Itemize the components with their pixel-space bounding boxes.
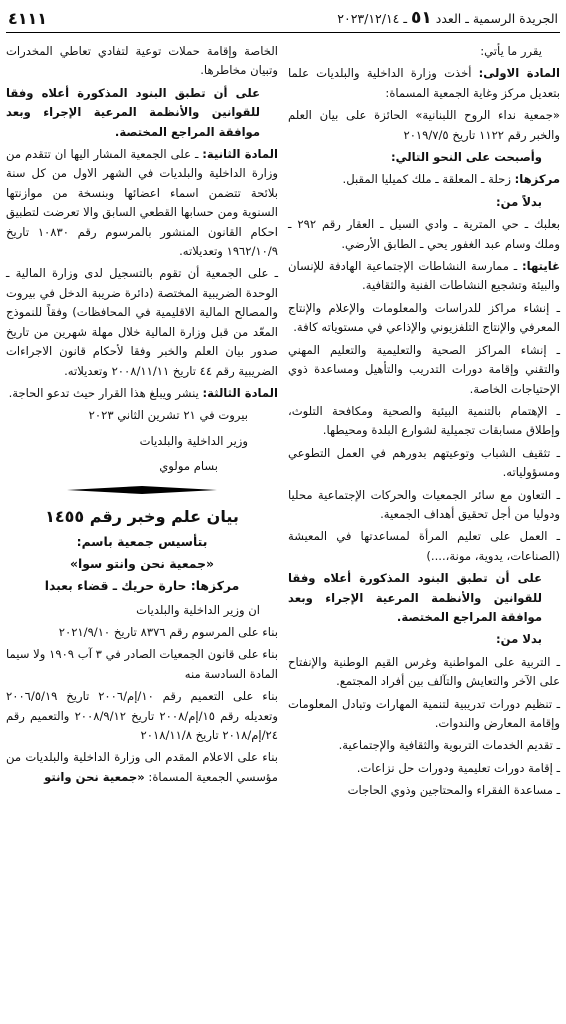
paragraph: ـ إقامة دورات تعليمية ودورات حل نزاعات. — [356, 760, 560, 775]
notice-association-name: «جمعية نحن وانتو سوا» — [69, 555, 215, 571]
paragraph: «جمعية نداء الروح اللبنانية» الحائزة على بيان العلم والخبر رقم ١١٢٢ تاريخ ٢٠١٩/٧/٥ — [288, 108, 560, 142]
article-lead: مركزها: — [514, 172, 560, 187]
article-lead: المادة الثالثة: — [202, 385, 278, 400]
article-text: زحلة ـ المعلقة ـ ملك كميليا المقبل. — [342, 172, 515, 187]
paragraph — [288, 64, 560, 103]
page-number: ٤١١١ — [8, 8, 48, 28]
paragraph: ـ الإهتمام بالتنمية البيئية والصحية ومكافحة التلوث، وإطلاق مسابقات تجميلية لشوارع البلدة ومحيطها. — [288, 403, 560, 438]
article-text: ـ على الجمعية المشار اليها ان تتقدم من وزارة الداخلية والبلديات في الشهر الاول من كل سنة بلائحة تتضمن اسماء اعضائها وبنسخة من موازنتها السنوية ومن حسابها القطعي السابق والا تعرضت لتطبيق احكام القانون المنشور بالمرسوم رقم ١٠٨٣٠ تاريخ ١٩٦٢/١٠/٩ وتعديلاته. — [6, 147, 278, 259]
paragraph: يقرر ما يأتي: — [480, 44, 542, 58]
paragraph: ـ على الجمعية أن تقوم بالتسجيل لدى وزارة المالية ـ الوحدة الضريبية المختصة (دائرة ضريبة الدخل في بيروت والمصالح المالية الاقليمية في المحافظات) وفقاً للنموذج المعّد من قبل وزارة المالية خلال مهلة شهرين من تاريخ صدور بيان العلم والخبر وفقا لأحكام قانون الاجراءات الضريبية رقم ٤٤ تاريخ ٢٠٠٨/١١/١١ وتعديلاته. — [6, 266, 278, 378]
right-column-body — [288, 42, 560, 801]
paragraph: ـ التعاون مع سائر الجمعيات والحركات الإجتماعية محليا ودوليا من أجل تحقيق أهداف الجمعية. — [288, 487, 560, 521]
signature-place-date: بيروت في ٢١ تشرين الثاني ٢٠٢٣ — [88, 408, 248, 423]
left-column-body-bottom — [6, 601, 278, 788]
signature-name: بسام مولوي — [159, 459, 218, 474]
paragraph: بعلبك ـ حي المترية ـ وادي السيل ـ العقار رقم ٢٩٢ ـ وملك وسام عبد الغفور يحي ـ الطابق الأرضي. — [288, 217, 560, 251]
article-lead: المادة الثانية: — [202, 147, 279, 162]
notice-subtitle: بتأسيس جمعية باسم: — [76, 533, 208, 549]
paragraph — [6, 145, 278, 261]
article-text: ينشر ويبلغ هذا القرار حيث تدعو الحاجة. — [8, 385, 203, 400]
issue-number: ٥١ — [411, 8, 432, 28]
right-column — [288, 42, 560, 804]
paragraph: ـ تنظيم دورات تدريبية لتنمية المهارات وتبادل المعلومات وإقامة المعارض والندوات. — [288, 696, 560, 730]
paragraph — [288, 170, 560, 189]
paragraph: بدلا من: — [496, 632, 542, 647]
paragraph: على أن تطبق البنود المذكورة أعلاه وفقا للقوانين والأنظمة المرعية الإجراء وبعد موافقة المراجع المختصة. — [6, 85, 260, 139]
paragraph: ـ تثقيف الشباب وتوعيتهم بدورهم في العمل التطوعي ومسؤولياته. — [288, 445, 560, 480]
running-title-text: الجريدة الرسمية ـ العدد — [435, 11, 558, 26]
divider-ornament-icon — [67, 483, 217, 497]
page-header — [8, 4, 558, 32]
paragraph: ـ التربية على المواطنية وغرس القيم الوطنية والإنفتاح على الآخر والتعايش والتآلف بين أفراد المجتمع. — [288, 654, 560, 689]
article-lead: غايتها: — [521, 259, 560, 274]
issue-date: ـ ٢٠٢٣/١٢/١٤ — [337, 11, 408, 26]
paragraph — [6, 748, 278, 787]
left-column-body-top — [6, 42, 278, 403]
paragraph — [288, 257, 560, 296]
running-title — [337, 8, 558, 28]
paragraph: بناء على قانون الجمعيات الصادر في ٣ آب ١٩٠٩ ولا سيما المادة السادسة منه — [6, 647, 278, 681]
paragraph-text: بناء على الاعلام المقدم الى وزارة الداخلية والبلديات من مؤسسي الجمعية المسماة: — [6, 750, 278, 784]
paragraph: على أن تطبق البنود المذكورة أعلاه وفقا للقوانين والأنظمة المرعية الإجراء وبعد موافقة المراجع المختصة. — [288, 571, 542, 624]
signature-title: وزير الداخلية والبلديات — [139, 433, 248, 448]
paragraph: الخاصة وإقامة حملات توعية لتفادي تعاطي المخدرات وتبيان مخاطرها. — [6, 44, 278, 78]
article-lead: المادة الاولى: — [478, 66, 560, 81]
paragraph: ـ إنشاء المراكز الصحية والتعليمية والتعليم المهني والتقني وإقامة دورات التدريب والتأهيل ومساعدة ذوي الإحتياجات الخاصة. — [288, 342, 560, 396]
notice-location: مركزها: حارة حريك ـ قضاء بعبدا — [44, 577, 240, 593]
article-text: أخذت وزارة الداخلية والبلديات علما بتعديل مركز وغاية الجمعية المسماة: — [288, 66, 560, 100]
paragraph: بناء على التعميم رقم ١٠/إم/٢٠٠٦ تاريخ ٢٠٠٦/٥/١٩ وتعديله رقم ١٥/إم/٢٠٠٨ تاريخ ٢٠٠٨/٩/١٢ والتعميم رقم ٢٤/إم/٢٠١٨ تاريخ ٢٠١٨/١١/٨ — [6, 689, 278, 742]
paragraph: ان وزير الداخلية والبلديات — [136, 602, 260, 617]
paragraph: ـ إنشاء مراكز للدراسات والمعلومات والإعلام والإنتاج المعرفي والإنتاج التلفزيوني والإذاعي في مستوياته كافة. — [288, 300, 560, 335]
paragraph: بناء على المرسوم رقم ٨٣٧٦ تاريخ ٢٠٢١/٩/١٠ — [58, 624, 278, 639]
notice-title: بيان علم وخبر رقم ١٤٥٥ — [45, 506, 239, 526]
header-rule — [6, 32, 560, 33]
paragraph: ـ مساعدة الفقراء والمحتاجين وذوي الحاجات — [347, 783, 560, 798]
paragraph: بدلاً من: — [496, 194, 542, 209]
paragraph: ـ تقديم الخدمات التربوية والثقافية والإجتماعية. — [338, 738, 560, 753]
paragraph — [6, 384, 278, 403]
paragraph: وأصبحت على النحو التالي: — [390, 150, 542, 165]
paragraph: ـ العمل على تعليم المرأة لمساعدتها في المعيشة (الصناعات، يدوية، مونة،....) — [288, 529, 560, 563]
left-column — [6, 42, 278, 790]
association-name-inline: «جمعية نحن وانتو — [44, 769, 145, 784]
article-text: ـ ممارسة النشاطات الإجتماعية الهادفة للإنسان والبيئة وتشجيع النشاطات الفنية والثقافية. — [288, 259, 560, 293]
